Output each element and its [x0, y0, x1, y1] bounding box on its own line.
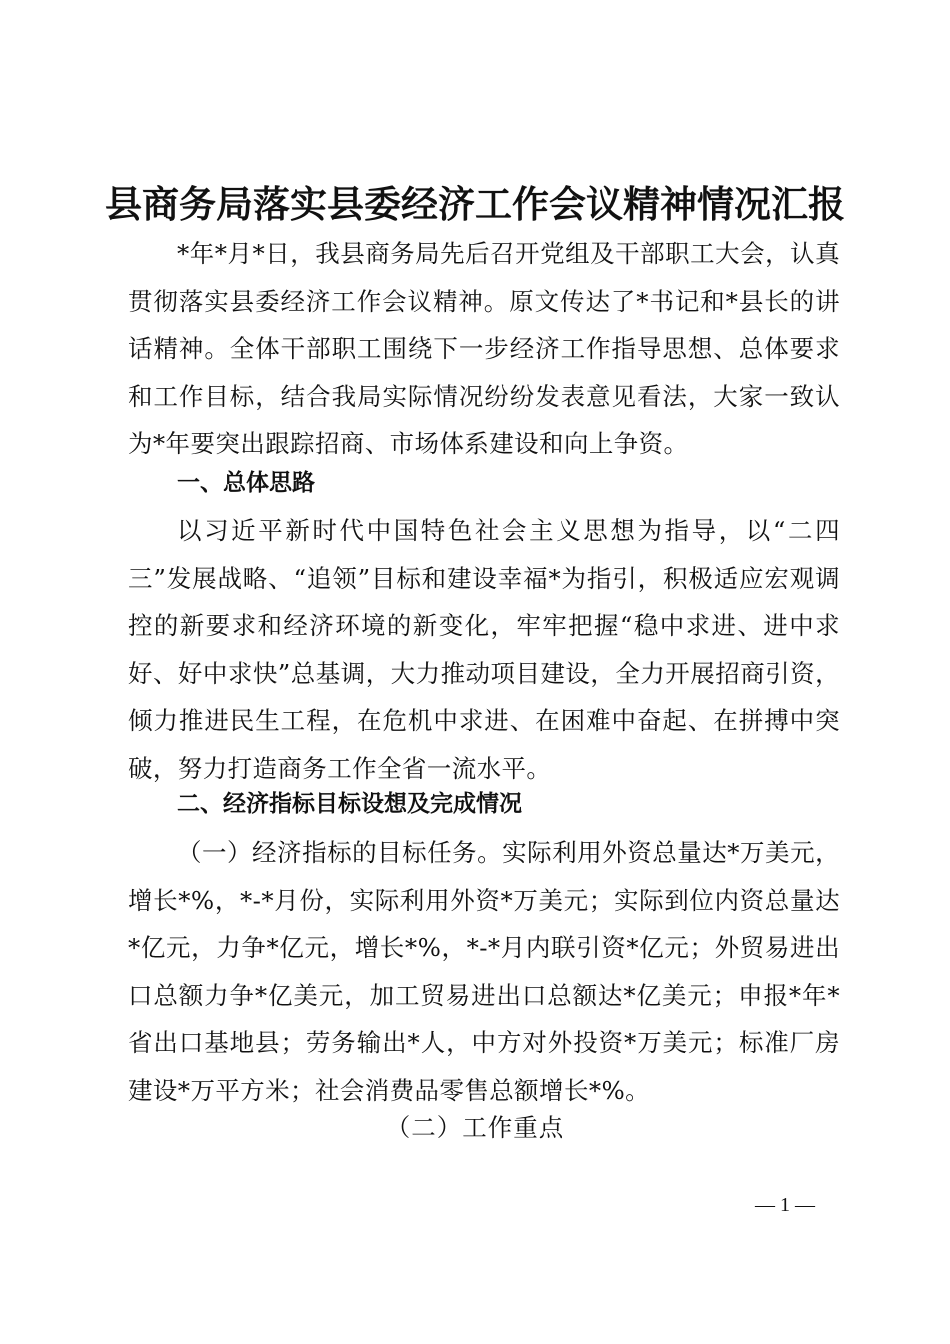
document-title: 县商务局落实县委经济工作会议精神情况汇报: [105, 182, 845, 226]
overall-approach-paragraph: 以习近平新时代中国特色社会主义思想为指导，以“二四三”发展战略、“追领”目标和建设幸福*为指引，积极适应宏观调控的新要求和经济环境的新变化，牢牢把握“稳中求进、进中求好、好中求快”总基调，大力推动项目建设，全力开展招商引资，倾力推进民生工程，在危机中求进、在困难中奋起、在拼搏中突破，努力打造商务工作全省一流水平。: [128, 516, 840, 783]
intro-paragraph: *年*月*日，我县商务局先后召开党组及干部职工大会，认真贯彻落实县委经济工作会议精神。原文传达了*书记和*县长的讲话精神。全体干部职工围绕下一步经济工作指导思想、总体要求和工作目标，结合我局实际情况纷纷发表意见看法，大家一致认为*年要突出跟踪招商、市场体系建设和向上争资。: [128, 239, 840, 458]
page-number: — 1 —: [755, 1194, 815, 1216]
section-heading-overall-approach: 一、总体思路: [177, 470, 315, 496]
economic-targets-paragraph: （一）经济指标的目标任务。实际利用外资总量达*万美元，增长*%，*-*月份，实际利用外资*万美元；实际到位内资总量达*亿元，力争*亿元，增长*%，*-*月内联引资*亿元；外贸易进出口总额力争*亿美元，加工贸易进出口总额达*亿美元；申报*年*省出口基地县；劳务输出*人，中方对外投资*万美元；标准厂房建设*万平方米；社会消费品零售总额增长*%。: [128, 838, 840, 1105]
subheading-work-focus: （二）工作重点: [385, 1113, 565, 1142]
section-heading-economic-targets: 二、经济指标目标设想及完成情况: [177, 791, 522, 817]
